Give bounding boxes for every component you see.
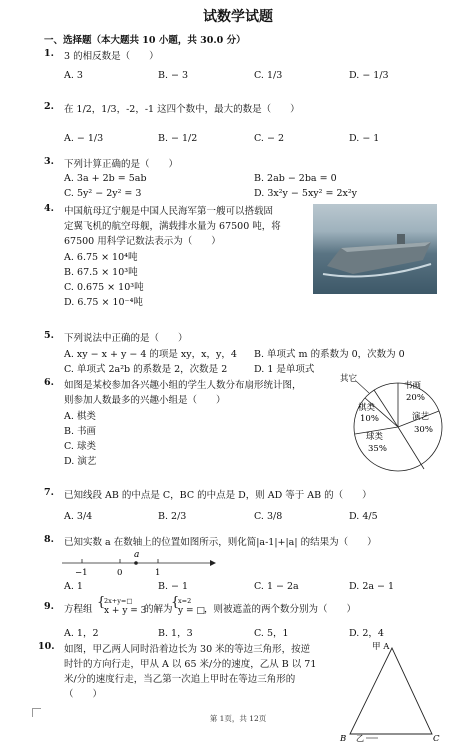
pie-value-performing: 30% — [414, 425, 433, 435]
triangle-figure — [334, 638, 446, 744]
option-d: D. 2a − 1 — [349, 581, 395, 592]
question-text: 下列计算正确的是（ ） — [64, 159, 179, 170]
vertex-label-top: 甲 A — [372, 642, 390, 652]
question-text-line2: 则参加人数最多的兴趣小组是（ ） — [64, 395, 226, 406]
question-number: 4. — [44, 203, 54, 214]
point-label: a — [134, 550, 140, 560]
option-d: D. − 1 — [349, 133, 380, 144]
pie-value-chess: 10% — [360, 414, 379, 424]
option-d: D. 6.75 × 10⁻⁴吨 — [64, 297, 143, 308]
pie-leader-line — [356, 381, 369, 393]
tick-label: −1 — [75, 568, 88, 578]
option-b: B. 67.5 × 10³吨 — [64, 267, 138, 278]
question-text-line3: 米/分的速度行走，当乙第一次追上甲时在等边三角形的 — [64, 674, 296, 685]
question-text: 下列说法中正确的是（ ） — [64, 333, 188, 344]
page-title: 试数学试题 — [203, 9, 273, 25]
option-a: A. 棋类 — [64, 411, 96, 422]
option-b: B. 书画 — [64, 426, 97, 437]
option-a: A. − 1/3 — [64, 133, 104, 144]
option-d: D. 1 是单项式 — [254, 364, 315, 375]
aircraft-carrier-photo — [313, 204, 437, 294]
question-number: 3. — [44, 156, 54, 167]
option-c: C. 单项式 2a²b 的系数是 2，次数是 2 — [64, 364, 228, 375]
question-text: 如图，甲乙两人同时沿着边长为 30 米的等边三角形，按逆 — [64, 644, 311, 655]
question-text: 已知线段 AB 的中点是 C，BC 的中点是 D，则 AD 等于 AB 的（ ） — [64, 490, 372, 501]
question-number: 8. — [44, 534, 54, 545]
number-line — [60, 548, 220, 578]
question-text-line2: 定翼飞机的航空母舰，满载排水量为 67500 吨，将 — [64, 221, 281, 232]
option-c: C. 1 − 2a — [254, 581, 299, 592]
option-c: C. 1/3 — [254, 70, 283, 81]
option-a: A. 3 — [64, 70, 83, 81]
option-b: B. 2ab − 2ba = 0 — [254, 173, 337, 184]
tick-label: 1 — [155, 568, 161, 578]
question-text-line2: 时针的方向行走，甲从 A 以 65 米/分的速度，乙从 B 以 71 — [64, 659, 317, 670]
vertex-label-c: C — [433, 734, 440, 744]
tick-label: 0 — [117, 568, 123, 578]
option-c: C. 5，1 — [254, 628, 289, 639]
solution-1: x=2 — [178, 597, 192, 605]
option-c: C. 5y² − 2y² = 3 — [64, 188, 142, 199]
option-a: A. 3a + 2b = 5ab — [64, 173, 147, 184]
question-text: 方程组 — [64, 604, 93, 615]
option-d: D. 3x²y − 5xy² = 2x²y — [254, 188, 358, 199]
option-d: D. 4/5 — [349, 511, 378, 522]
pie-label-other: 其它 — [340, 374, 358, 384]
question-text-mid: 的解为 — [144, 604, 173, 615]
option-b: B. − 3 — [158, 70, 189, 81]
question-text: 在 1/2，1/3，-2，-1 这四个数中，最大的数是（ ） — [64, 104, 300, 115]
question-number: 1. — [44, 48, 54, 59]
pie-label-chess: 棋类 — [358, 403, 376, 413]
question-number: 10. — [38, 641, 55, 652]
question-text-line3: 67500 用科学记数法表示为（ ） — [64, 236, 221, 247]
option-b: B. 1，3 — [158, 628, 193, 639]
solution-2: y = □ — [178, 606, 205, 616]
option-a: A. 1 — [64, 581, 83, 592]
option-b: B. − 1 — [158, 581, 189, 592]
option-b: B. 单项式 m 的系数为 0，次数为 0 — [254, 349, 405, 360]
option-b: B. − 1/2 — [158, 133, 198, 144]
option-c: C. 0.675 × 10³吨 — [64, 282, 144, 293]
pie-value-calligraphy: 20% — [406, 393, 425, 403]
pie-label-performing: 演艺 — [412, 412, 430, 422]
equation-2: x + y = 3 — [104, 606, 147, 616]
option-a: A. xy − x + y − 4 的项是 xy，x，y，4 — [64, 349, 237, 360]
question-text: 如图是某校参加各兴趣小组的学生人数分布扇形统计图， — [64, 380, 302, 391]
option-d: D. 2，4 — [349, 628, 384, 639]
vertex-label-b: B — [340, 734, 347, 744]
question-text-line4: （ ） — [64, 689, 103, 700]
question-text: 中国航母辽宁舰是中国人民海军第一艘可以搭载固 — [64, 206, 274, 217]
question-number: 7. — [44, 487, 54, 498]
question-text: 已知实数 a 在数轴上的位置如图所示，则化简|a-1|+|a| 的结果为（ ） — [64, 537, 377, 548]
pie-value-ball: 35% — [368, 444, 387, 454]
option-d: D. 演艺 — [64, 456, 97, 467]
question-number: 9. — [44, 601, 54, 612]
question-number: 2. — [44, 101, 54, 112]
pie-label-ball: 球类 — [366, 432, 384, 442]
pie-label-calligraphy: 书画 — [404, 381, 422, 391]
question-number: 6. — [44, 377, 54, 388]
option-a: A. 6.75 × 10⁴吨 — [64, 252, 138, 263]
question-text: 3 的相反数是（ ） — [64, 51, 159, 62]
equation-1: 2x+y=□ — [104, 597, 133, 605]
option-c: C. 3/8 — [254, 511, 283, 522]
arrow-right-icon — [210, 560, 216, 566]
question-text-end: ，则被遮盖的两个数分别为（ ） — [204, 604, 357, 615]
question-number: 5. — [44, 330, 54, 341]
section-heading: 一、选择题（本大题共 10 小题，共 30.0 分） — [44, 35, 246, 46]
option-c: C. − 2 — [254, 133, 284, 144]
option-c: C. 球类 — [64, 441, 96, 452]
walker-label-yi: 乙 — [356, 734, 364, 743]
option-a: A. 3/4 — [64, 511, 93, 522]
page-footer: 第 1页，共 12页 — [209, 714, 267, 723]
point-a — [134, 561, 138, 565]
option-b: B. 2/3 — [158, 511, 187, 522]
pie-chart — [336, 371, 446, 477]
carrier-illustration — [313, 204, 437, 294]
option-d: D. − 1/3 — [349, 70, 389, 81]
option-a: A. 1，2 — [64, 628, 99, 639]
